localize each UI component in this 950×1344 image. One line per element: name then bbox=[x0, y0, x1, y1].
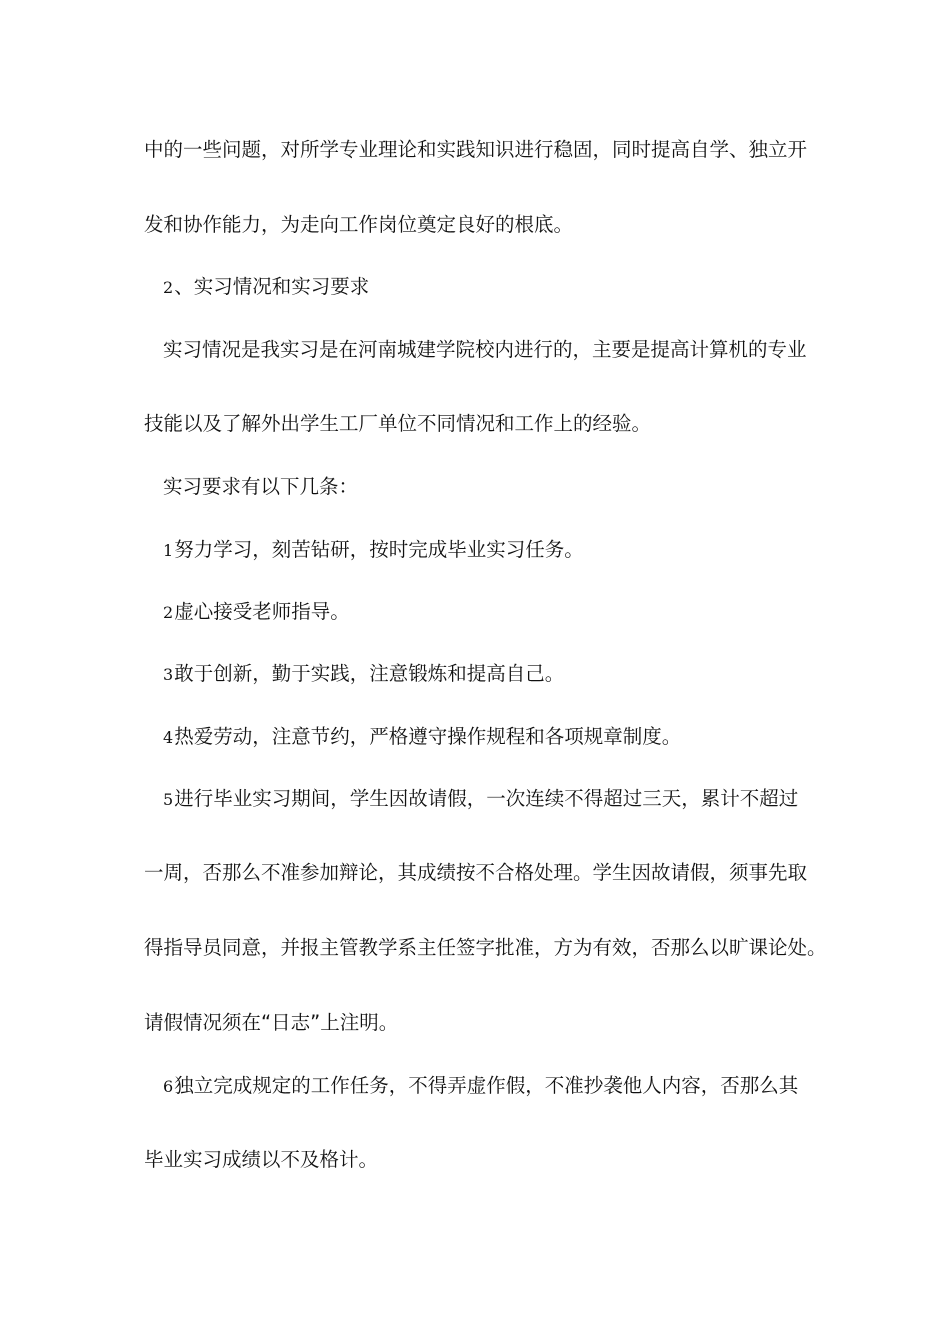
paragraph-line: 中的一些问题，对所学专业理论和实践知识进行稳固，同时提高自学、独立开 bbox=[144, 138, 808, 161]
paragraph-line: 技能以及了解外出学生工厂单位不同情况和工作上的经验。 bbox=[144, 412, 652, 435]
list-item: 5进行毕业实习期间，学生因故请假，一次连续不得超过三天，累计不超过 bbox=[163, 787, 799, 810]
list-item: 4热爱劳动，注意节约，严格遵守操作规程和各项规章制度。 bbox=[163, 725, 682, 748]
list-item: 3敢于创新，勤于实践，注意锻炼和提高自己。 bbox=[163, 662, 565, 685]
paragraph-line: 一周，否那么不准参加辩论，其成绩按不合格处理。学生因故请假，须事先取 bbox=[144, 861, 808, 884]
paragraph-line: 实习情况是我实习是在河南城建学院校内进行的，主要是提高计算机的专业 bbox=[163, 338, 807, 361]
paragraph-line: 毕业实习成绩以不及格计。 bbox=[144, 1148, 379, 1171]
paragraph-line: 实习要求有以下几条： bbox=[163, 475, 359, 498]
list-item: 2虚心接受老师指导。 bbox=[163, 600, 350, 623]
paragraph-line: 请假情况须在“日志”上注明。 bbox=[144, 1011, 399, 1034]
list-item: 1努力学习，刻苦钻研，按时完成毕业实习任务。 bbox=[163, 538, 584, 561]
paragraph-line: 得指导员同意，并报主管教学系主任签字批准，方为有效，否那么以旷课论处。 bbox=[144, 936, 827, 959]
paragraph-line: 发和协作能力，为走向工作岗位奠定良好的根底。 bbox=[144, 213, 574, 236]
section-heading: 2、实习情况和实习要求 bbox=[163, 275, 370, 298]
list-item: 6独立完成规定的工作任务，不得弄虚作假，不准抄袭他人内容，否那么其 bbox=[163, 1074, 799, 1097]
